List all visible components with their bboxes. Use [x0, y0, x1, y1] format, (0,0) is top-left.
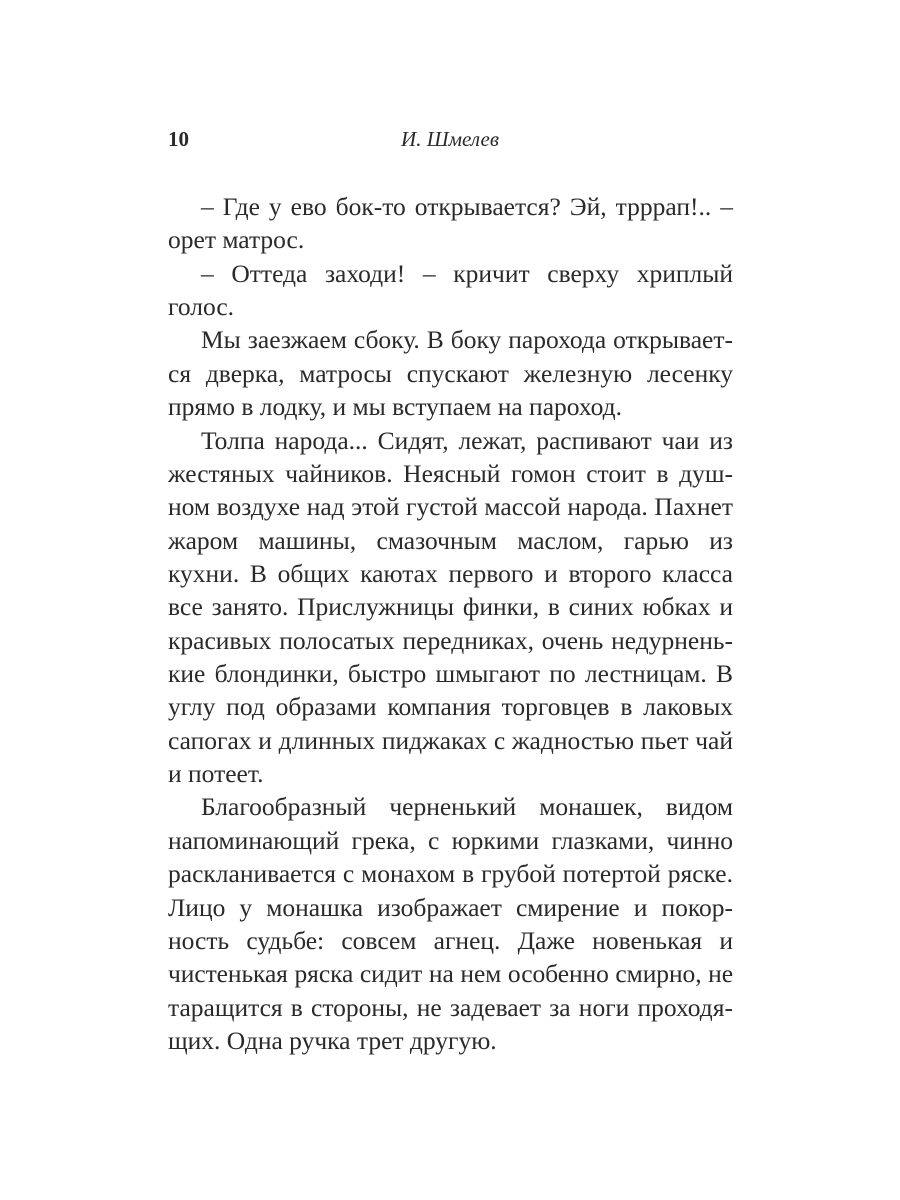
- text-line: – Где у ево бок-то открывается? Эй, трррап!.. –: [201, 192, 733, 221]
- text-line: и потеет.: [168, 759, 264, 789]
- text-line: голос.: [168, 292, 235, 322]
- text-line: все занято. Прислужницы финки, в синих юбках и: [168, 592, 733, 622]
- text-line: – Оттеда заходи! – кричит сверху хриплый: [201, 258, 733, 288]
- text-line: чистенькая ряска сидит на нем особенно смирно, не: [168, 959, 733, 989]
- text-line: жаром машины, смазочным маслом, гарью из: [168, 525, 733, 555]
- text-line: ность судьбе: совсем агнец. Даже новенькая и: [168, 925, 733, 955]
- text-line: прямо в лодку, и мы вступаем на пароход.: [168, 392, 623, 422]
- text-line: раскланивается с монахом в грубой потертой ряске.: [168, 859, 733, 889]
- text-line: щих. Одна ручка трет другую.: [168, 1025, 497, 1055]
- page-number: 10: [168, 127, 189, 151]
- text-line: углу под образами компания торговцев в лаковых: [168, 692, 733, 722]
- text-line: красивых полосатых передниках, очень недурнень-: [168, 625, 733, 655]
- text-line: Толпа народа... Сидят, лежат, распивают чаи из: [201, 425, 733, 455]
- text-line: Лицо у монашка изображает смирение и покор-: [168, 892, 733, 922]
- body-text: [168, 190, 733, 1057]
- text-line: орет матрос.: [168, 225, 305, 255]
- text-line: Благообразный черненький монашек, видом: [201, 792, 733, 822]
- text-line: кие блондинки, быстро шмыгают по лестницам. В: [168, 659, 733, 689]
- text-line: сапогах и длинных пиджаках с жадностью пьет чай: [168, 725, 733, 755]
- text-line: Мы заезжаем сбоку. В боку парохода открывает-: [201, 325, 733, 355]
- text-line: таращится в стороны, не задевает за ноги проходя-: [168, 992, 733, 1022]
- text-line: ся дверка, матросы спускают железную лесенку: [168, 358, 733, 388]
- text-line: жестяных чайников. Неясный гомон стоит в душ-: [168, 458, 733, 488]
- text-line: напоминающий грека, с юркими глазками, чинно: [168, 825, 733, 855]
- text-line: ном воздухе над этой густой массой народа. Пахнет: [168, 492, 733, 522]
- running-head: И. Шмелев: [401, 127, 499, 151]
- text-line: кухни. В общих каютах первого и второго класса: [168, 558, 733, 588]
